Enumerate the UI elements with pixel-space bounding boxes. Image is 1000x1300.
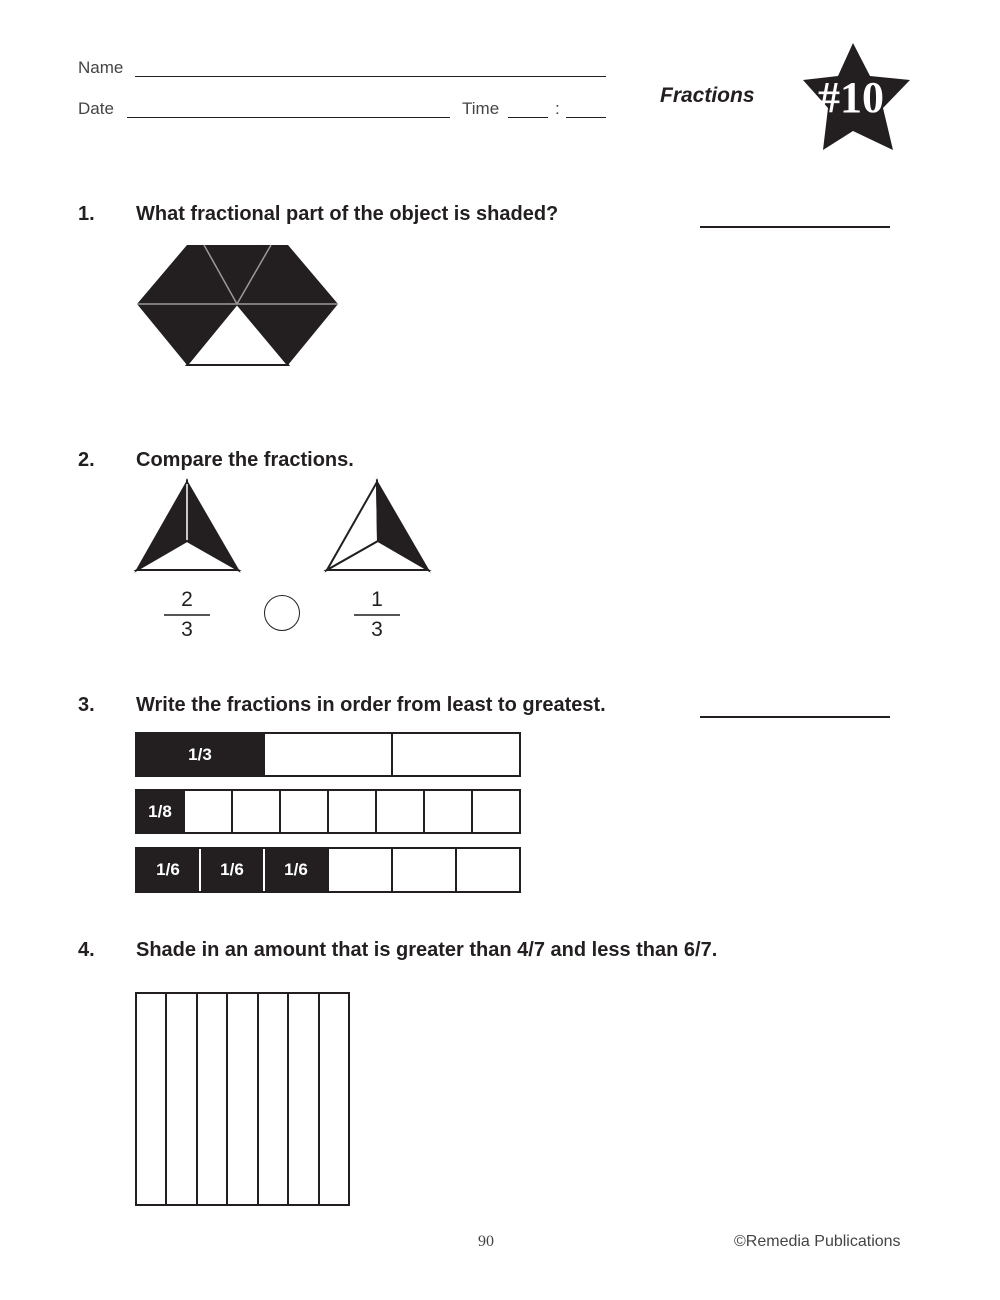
grid-column[interactable] — [196, 994, 226, 1204]
bar-cell — [423, 791, 471, 832]
triangle-two-thirds — [137, 482, 238, 570]
bar-cell: 1/6 — [137, 849, 199, 891]
comparison-circle[interactable] — [264, 595, 300, 631]
time-minutes-field[interactable] — [566, 117, 606, 118]
bar-cell — [455, 849, 519, 891]
grid-column[interactable] — [287, 994, 317, 1204]
grid-column[interactable] — [257, 994, 287, 1204]
time-hours-field[interactable] — [508, 117, 548, 118]
hexagon-figure — [130, 240, 345, 370]
eighths-bar — [135, 789, 521, 834]
q1-number: 1. — [78, 203, 95, 225]
time-separator: : — [555, 99, 560, 118]
denominator: 3 — [371, 618, 383, 641]
fraction-right — [354, 588, 400, 642]
thirds-bar — [135, 732, 521, 777]
grid-column[interactable] — [165, 994, 195, 1204]
sevenths-grid[interactable] — [135, 992, 350, 1206]
q3-number: 3. — [78, 694, 95, 716]
topic-title: Fractions — [660, 84, 755, 107]
q3-answer-field[interactable] — [700, 716, 890, 718]
bar-cell — [391, 734, 519, 775]
bar-cell — [279, 791, 327, 832]
q1-text: What fractional part of the object is shaded? — [136, 203, 559, 225]
bar-cell — [231, 791, 279, 832]
date-label: Date — [78, 99, 114, 118]
bar-cell — [375, 791, 423, 832]
bar-cell: 1/3 — [137, 734, 263, 775]
numerator: 1 — [371, 588, 383, 611]
q4-text: Shade in an amount that is greater than 4/7 and less than 6/7. — [136, 939, 718, 961]
bar-cell — [183, 791, 231, 832]
triangle-one-third — [327, 482, 428, 570]
q1-answer-field[interactable] — [700, 226, 890, 228]
bar-cell — [327, 849, 391, 891]
q2-number: 2. — [78, 449, 95, 471]
name-field[interactable] — [135, 76, 606, 77]
triangles-figure — [130, 475, 440, 575]
bar-cell — [391, 849, 455, 891]
grid-column[interactable] — [137, 994, 165, 1204]
page-number: 90 — [478, 1233, 494, 1250]
grid-column[interactable] — [318, 994, 348, 1204]
bar-cell: 1/8 — [137, 791, 183, 832]
bar-cell: 1/6 — [199, 849, 263, 891]
badge-number: #10 — [818, 73, 884, 122]
q4-number: 4. — [78, 939, 95, 961]
numerator: 2 — [181, 588, 193, 611]
bar-cell — [263, 734, 391, 775]
q3-text: Write the fractions in order from least to greatest. — [136, 694, 606, 716]
bar-cell: 1/6 — [263, 849, 327, 891]
bar-cell — [327, 791, 375, 832]
fraction-left — [164, 588, 210, 642]
q2-text: Compare the fractions. — [136, 449, 354, 471]
time-label: Time — [462, 99, 500, 118]
denominator: 3 — [181, 618, 193, 641]
grid-column[interactable] — [226, 994, 256, 1204]
date-field[interactable] — [127, 117, 450, 118]
copyright: ©Remedia Publications — [734, 1233, 901, 1250]
name-label: Name — [78, 58, 124, 77]
sixths-bar — [135, 847, 521, 893]
bar-cell — [471, 791, 519, 832]
